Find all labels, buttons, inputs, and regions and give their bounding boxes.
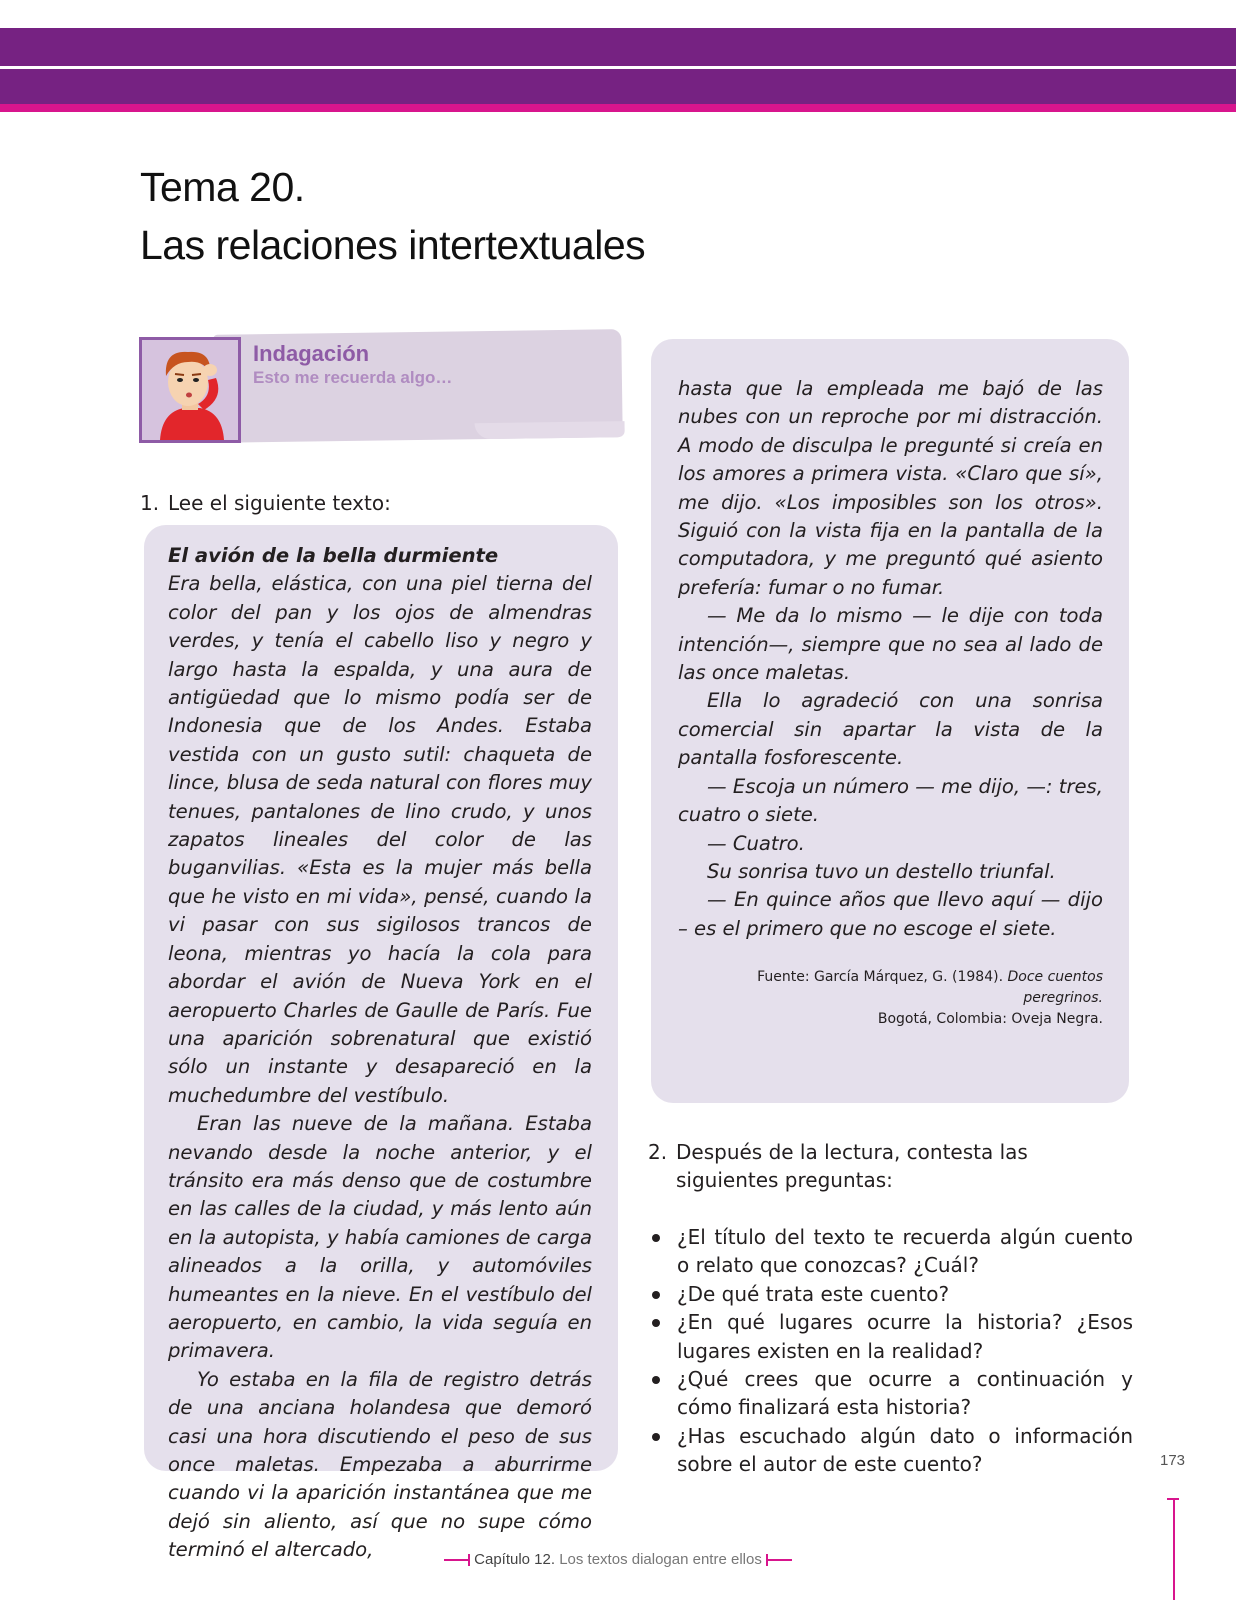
story-right-column (678, 375, 1103, 943)
header-divider (0, 66, 1236, 69)
indagacion-title: Indagación (253, 341, 370, 366)
page-title (140, 158, 840, 274)
story-paragraph: — Cuatro. (707, 831, 805, 855)
question-item: ¿Has escuchado algún dato o información sobre el autor de este cuento? (648, 1422, 1133, 1479)
page-number: 173 (1160, 1452, 1186, 1469)
question-item: ¿El título del texto te recuerda algún cuento o relato que conozcas? ¿Cuál? (648, 1223, 1133, 1280)
activity-2-number: 2. (648, 1140, 668, 1164)
activity-1-number: 1. (140, 491, 160, 515)
story-paragraph: — Me da lo mismo — le dije con toda intención—, siempre que no sea al lado de las once maletas. (678, 604, 1103, 685)
story-paragraph: Yo estaba en la fila de registro detrás de una anciana holandesa que demoró casi una hora discutiendo el peso de sus once maletas. Empezaba a aburrirme cuando vi la aparición instantánea que me dejó sin aliento, así que no supe cómo terminó el altercado, (168, 1367, 592, 1562)
thinking-boy-icon (139, 337, 241, 443)
header-band (0, 28, 1236, 112)
page-edge-line (1173, 1498, 1175, 1600)
story-paragraph: hasta que la empleada me bajó de las nubes con un reproche por mi distracción. A modo de disculpa le pregunté si creía en los amores a primera vista. «Claro que sí», me dijo. «Los imposibles son los otros». Siguió con la vista fija en la pantalla de la computadora, y me preguntó qué asiento prefería: fumar o no fumar. (678, 377, 1103, 599)
story-paragraph: — En quince años que llevo aquí — dijo – es el primero que no escoge el siete. (678, 888, 1103, 940)
question-list (648, 1223, 1133, 1479)
title-line-2: Las relaciones intertextuales (140, 222, 646, 268)
header-accent-line (0, 104, 1236, 112)
source-book: Doce cuentos peregrinos. (1007, 969, 1103, 1006)
footer-left-rule (444, 1559, 470, 1561)
story-left-column (168, 542, 592, 1565)
story-title: El avión de la bella durmiente (168, 544, 499, 567)
footer-chapter-title: Los textos dialogan entre ellos (555, 1551, 762, 1568)
footer-chapter: Capítulo 12. (474, 1551, 556, 1568)
activity-2-instruction: Después de la lectura, contesta las siguientes preguntas: (676, 1140, 1028, 1193)
chapter-footer (0, 1551, 1236, 1568)
activity-1-instruction: Lee el siguiente texto: (168, 491, 391, 515)
indagacion-subtitle: Esto me recuerda algo… (253, 368, 453, 387)
source-prefix: Fuente: García Márquez, G. (1984). (757, 969, 1008, 985)
story-paragraph: — Escoja un número — me dijo, —: tres, cuatro o siete. (678, 774, 1103, 827)
title-line-1: Tema 20. (140, 164, 305, 210)
question-item: ¿En qué lugares ocurre la historia? ¿Esos lugares existen en la realidad? (648, 1308, 1133, 1365)
story-paragraph: Eran las nueve de la mañana. Estaba nevando desde la noche anterior, y el tránsito era más denso que de costumbre en las calles de la ciudad, y más lento aún en la autopista, y había camiones de carga alineados a la orilla, y automóviles humeantes en la nieve. En el vestíbulo del aeropuerto, en cambio, la vida seguía en primavera. (168, 1112, 592, 1363)
story-paragraph: Era bella, elástica, con una piel tierna del color del pan y los ojos de almendras verdes, y tenía el cabello liso y negro y largo hasta la espalda, y una aura de antigüedad que lo mismo podía ser de Indonesia que de los Andes. Estaba vestida con un gusto sutil: chaqueta de lince, blusa de seda natural con flores muy tenues, pantalones de lino crudo, y unos zapatos lineales del color de las buganvilias. «Esta es la mujer más bella que he visto en mi vida», pensé, cuando la vi pasar con sus sigilosos trancos de leona, mientras yo hacía la cola para abordar el avión de Nueva York en el aeropuerto Charles de Gaulle de París. Fue una aparición sobrenatural que existió sólo un instante y desapareció en la muchedumbre del vestíbulo. (168, 572, 592, 1107)
story-paragraph: Su sonrisa tuvo un destello triunfal. (707, 859, 1056, 883)
source-citation (675, 967, 1103, 1030)
activity-1 (140, 489, 600, 517)
story-paragraph: Ella lo agradeció con una sonrisa comercial sin apartar la vista de la pantalla fosforescente. (678, 689, 1103, 770)
footer-right-rule (766, 1559, 792, 1561)
question-item: ¿Qué crees que ocurre a continuación y cómo finalizará esta historia? (648, 1365, 1133, 1422)
question-item: ¿De qué trata este cuento? (648, 1280, 1133, 1308)
source-place: Bogotá, Colombia: Oveja Negra. (877, 1011, 1103, 1027)
activity-2 (648, 1138, 1118, 1195)
